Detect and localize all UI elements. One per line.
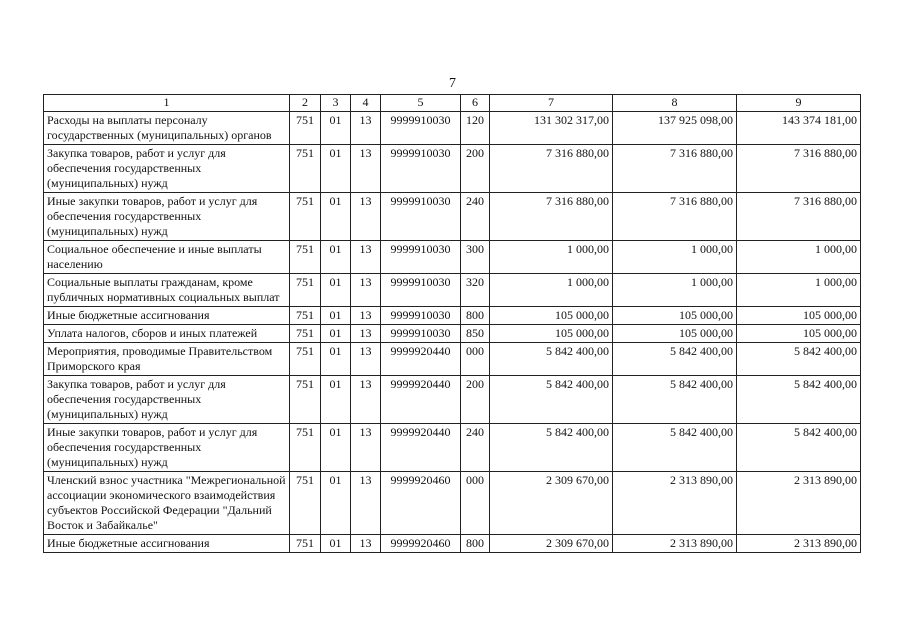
code-cell: 9999920460 <box>381 472 461 535</box>
amount-cell: 5 842 400,00 <box>737 424 861 472</box>
code-cell: 751 <box>290 376 321 424</box>
amount-cell: 1 000,00 <box>490 241 613 274</box>
table-row <box>44 343 861 376</box>
code-cell: 200 <box>461 145 490 193</box>
amount-cell: 105 000,00 <box>737 307 861 325</box>
amount-cell: 2 313 890,00 <box>613 472 737 535</box>
amount-cell: 5 842 400,00 <box>737 376 861 424</box>
row-name-cell: Иные бюджетные ассигнования <box>44 307 290 325</box>
amount-cell: 5 842 400,00 <box>737 343 861 376</box>
row-name-cell: Иные закупки товаров, работ и услуг для обеспечения государственных (муниципальных) нужд <box>44 424 290 472</box>
code-cell: 01 <box>321 424 351 472</box>
header-row <box>44 95 861 112</box>
row-name-cell: Иные закупки товаров, работ и услуг для обеспечения государственных (муниципальных) нужд <box>44 193 290 241</box>
row-name-cell: Членский взнос участника "Межрегиональной ассоциации экономического взаимодействия субъектов Российской Федерации "Дальний Восток и Забайкалье" <box>44 472 290 535</box>
amount-cell: 2 313 890,00 <box>737 535 861 553</box>
amount-cell: 5 842 400,00 <box>613 343 737 376</box>
column-header: 7 <box>490 95 613 112</box>
table-row <box>44 307 861 325</box>
table-row <box>44 325 861 343</box>
amount-cell: 2 309 670,00 <box>490 535 613 553</box>
code-cell: 01 <box>321 307 351 325</box>
code-cell: 751 <box>290 241 321 274</box>
code-cell: 751 <box>290 535 321 553</box>
code-cell: 9999910030 <box>381 307 461 325</box>
amount-cell: 1 000,00 <box>490 274 613 307</box>
code-cell: 300 <box>461 241 490 274</box>
code-cell: 120 <box>461 112 490 145</box>
code-cell: 13 <box>351 343 381 376</box>
column-header: 2 <box>290 95 321 112</box>
row-name-cell: Иные бюджетные ассигнования <box>44 535 290 553</box>
code-cell: 01 <box>321 343 351 376</box>
code-cell: 751 <box>290 145 321 193</box>
table-row <box>44 535 861 553</box>
page-number: 7 <box>449 76 456 91</box>
amount-cell: 105 000,00 <box>490 307 613 325</box>
row-name-cell: Расходы на выплаты персоналу государственных (муниципальных) органов <box>44 112 290 145</box>
code-cell: 240 <box>461 424 490 472</box>
amount-cell: 1 000,00 <box>737 274 861 307</box>
column-header: 6 <box>461 95 490 112</box>
row-name-cell: Закупка товаров, работ и услуг для обеспечения государственных (муниципальных) нужд <box>44 145 290 193</box>
amount-cell: 2 309 670,00 <box>490 472 613 535</box>
amount-cell: 5 842 400,00 <box>490 343 613 376</box>
code-cell: 9999920440 <box>381 424 461 472</box>
code-cell: 9999910030 <box>381 193 461 241</box>
row-name-cell: Социальное обеспечение и иные выплаты населению <box>44 241 290 274</box>
code-cell: 751 <box>290 325 321 343</box>
code-cell: 13 <box>351 241 381 274</box>
code-cell: 9999910030 <box>381 241 461 274</box>
table-row <box>44 376 861 424</box>
amount-cell: 7 316 880,00 <box>613 145 737 193</box>
code-cell: 751 <box>290 343 321 376</box>
code-cell: 01 <box>321 376 351 424</box>
column-header: 3 <box>321 95 351 112</box>
code-cell: 13 <box>351 535 381 553</box>
amount-cell: 5 842 400,00 <box>613 376 737 424</box>
amount-cell: 105 000,00 <box>613 307 737 325</box>
amount-cell: 1 000,00 <box>737 241 861 274</box>
amount-cell: 105 000,00 <box>737 325 861 343</box>
amount-cell: 143 374 181,00 <box>737 112 861 145</box>
code-cell: 751 <box>290 193 321 241</box>
amount-cell: 1 000,00 <box>613 241 737 274</box>
column-header: 8 <box>613 95 737 112</box>
code-cell: 13 <box>351 274 381 307</box>
amount-cell: 5 842 400,00 <box>613 424 737 472</box>
table-row <box>44 112 861 145</box>
code-cell: 751 <box>290 307 321 325</box>
code-cell: 200 <box>461 376 490 424</box>
amount-cell: 1 000,00 <box>613 274 737 307</box>
code-cell: 13 <box>351 376 381 424</box>
code-cell: 9999920460 <box>381 535 461 553</box>
column-header: 1 <box>44 95 290 112</box>
code-cell: 9999910030 <box>381 112 461 145</box>
amount-cell: 7 316 880,00 <box>490 145 613 193</box>
amount-cell: 5 842 400,00 <box>490 424 613 472</box>
row-name-cell: Социальные выплаты гражданам, кроме публичных нормативных социальных выплат <box>44 274 290 307</box>
table-row <box>44 424 861 472</box>
amount-cell: 7 316 880,00 <box>490 193 613 241</box>
code-cell: 9999910030 <box>381 325 461 343</box>
code-cell: 01 <box>321 274 351 307</box>
code-cell: 13 <box>351 193 381 241</box>
table-row <box>44 274 861 307</box>
code-cell: 01 <box>321 472 351 535</box>
code-cell: 13 <box>351 325 381 343</box>
column-header: 9 <box>737 95 861 112</box>
code-cell: 01 <box>321 325 351 343</box>
column-header: 4 <box>351 95 381 112</box>
code-cell: 01 <box>321 241 351 274</box>
code-cell: 13 <box>351 112 381 145</box>
column-header: 5 <box>381 95 461 112</box>
code-cell: 01 <box>321 193 351 241</box>
code-cell: 800 <box>461 307 490 325</box>
table-row <box>44 193 861 241</box>
code-cell: 13 <box>351 472 381 535</box>
code-cell: 13 <box>351 424 381 472</box>
code-cell: 000 <box>461 343 490 376</box>
code-cell: 01 <box>321 145 351 193</box>
code-cell: 01 <box>321 112 351 145</box>
amount-cell: 7 316 880,00 <box>737 145 861 193</box>
code-cell: 800 <box>461 535 490 553</box>
amount-cell: 5 842 400,00 <box>490 376 613 424</box>
code-cell: 13 <box>351 145 381 193</box>
amount-cell: 2 313 890,00 <box>737 472 861 535</box>
code-cell: 13 <box>351 307 381 325</box>
code-cell: 850 <box>461 325 490 343</box>
code-cell: 9999920440 <box>381 376 461 424</box>
code-cell: 01 <box>321 535 351 553</box>
code-cell: 751 <box>290 274 321 307</box>
table-row <box>44 145 861 193</box>
code-cell: 751 <box>290 112 321 145</box>
row-name-cell: Закупка товаров, работ и услуг для обеспечения государственных (муниципальных) нужд <box>44 376 290 424</box>
row-name-cell: Уплата налогов, сборов и иных платежей <box>44 325 290 343</box>
code-cell: 240 <box>461 193 490 241</box>
budget-table <box>43 94 861 553</box>
amount-cell: 105 000,00 <box>613 325 737 343</box>
code-cell: 320 <box>461 274 490 307</box>
amount-cell: 2 313 890,00 <box>613 535 737 553</box>
code-cell: 9999910030 <box>381 145 461 193</box>
amount-cell: 7 316 880,00 <box>737 193 861 241</box>
amount-cell: 131 302 317,00 <box>490 112 613 145</box>
code-cell: 9999920440 <box>381 343 461 376</box>
code-cell: 751 <box>290 472 321 535</box>
row-name-cell: Мероприятия, проводимые Правительством Приморского края <box>44 343 290 376</box>
code-cell: 9999910030 <box>381 274 461 307</box>
table-row <box>44 241 861 274</box>
amount-cell: 7 316 880,00 <box>613 193 737 241</box>
table-row <box>44 472 861 535</box>
amount-cell: 137 925 098,00 <box>613 112 737 145</box>
amount-cell: 105 000,00 <box>490 325 613 343</box>
code-cell: 000 <box>461 472 490 535</box>
code-cell: 751 <box>290 424 321 472</box>
